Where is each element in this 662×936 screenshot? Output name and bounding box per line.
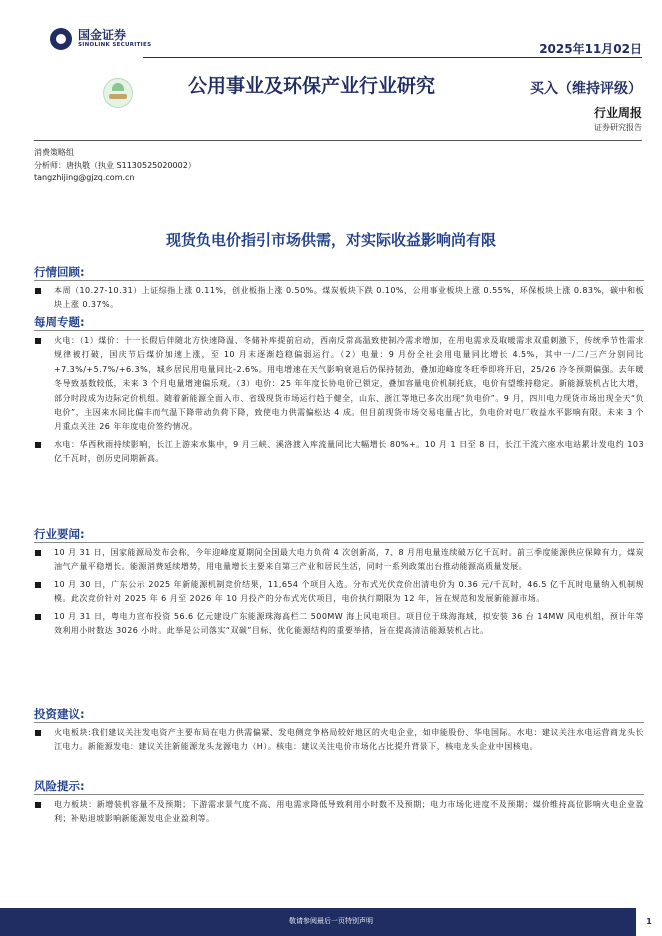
list-item-text: 电力板块：新增装机容量不及预期；下游需求景气度不高、用电需求降低导致利用小时数不及预期；电力市场化进度不及预期；煤价维持高位影响火电企业盈利；补贴退坡影响新能源发电企业盈利等。: [54, 800, 644, 824]
main-title: 现货负电价指引市场供需，对实际收益影响尚有限: [165, 231, 496, 249]
section-investment-advice: [34, 706, 644, 755]
list-item: [34, 798, 644, 827]
analyst-email[interactable]: tangzhijing@gjzq.com.cn: [34, 173, 135, 182]
list-item: [34, 610, 644, 639]
list-item: [34, 726, 644, 755]
report-header: [0, 0, 662, 136]
bullet-icon: [35, 582, 41, 588]
page-number: 1: [636, 908, 662, 936]
logo-mark-icon: [50, 28, 72, 50]
section-risk-warning: [34, 778, 644, 827]
author-block: [34, 147, 196, 185]
analyst-name: 分析师：唐执敬（执业 S1130525020002）: [34, 160, 196, 170]
list-item-text: 10 月 30 日，广东公示 2025 年新能源机制竞价结果，11,654 个项目入选。分布式光伏竞价出清电价为 0.36 元/千瓦时，46.5 亿千瓦时电量纳入机制规模。此次竞价针对 2025 年 6 月至 2026 年 10 月投产的分布式光伏项目，电价执行期限为 12 年，旨在规范和发展新能源市场。: [54, 579, 644, 604]
footer-disclaimer[interactable]: 敬请参阅最后一页特别声明: [289, 917, 373, 925]
header-divider: [143, 57, 642, 58]
brand-name-en: SINOLINK SECURITIES: [78, 42, 152, 49]
report-kind: 行业周报: [593, 106, 642, 120]
bullet-icon: [35, 288, 41, 294]
list-item: [34, 438, 644, 467]
section-market-review: [34, 264, 644, 313]
industry-title: 公用事业及环保产业行业研究: [188, 75, 436, 97]
page-footer: [0, 908, 662, 936]
bullet-icon: [35, 550, 41, 556]
list-item: [34, 578, 644, 607]
report-date: 2025年11月02日: [539, 42, 642, 56]
author-group: 消费策略组: [34, 148, 74, 157]
list-item: [34, 334, 644, 435]
list-item-text: 10 月 31 日，粤电力宣布投资 56.6 亿元建设广东能源珠海高栏二 500MW 海上风电项目。项目位于珠海海域，拟安装 36 台 14MW 风电机组，预计年等效利用小时数达 3026 小时。此举是公司落实“双碳”目标、优化能源结构的重要举措，旨在提高清洁能源装机占比。: [54, 611, 644, 636]
section-weekly-topic: [34, 314, 644, 467]
list-item: [34, 284, 644, 313]
author-divider: [34, 140, 642, 141]
rating-label: 买入（维持评级）: [530, 81, 642, 97]
bullet-icon: [35, 614, 41, 620]
list-item-text: 10 月 31 日，国家能源局发布会称，今年迎峰度夏期间全国最大电力负荷 4 次创新高，7、8 月用电量连续破万亿千瓦时。前三季度能源供应保障有力，煤炭油气产量平稳增长。能源消费延续增势，用电量增长主要来自第三产业和居民生活，同时一系列政策出台推动能源高质量发展。: [54, 548, 644, 572]
seal-icon: [103, 78, 133, 108]
section-heading: 风险提示:: [34, 778, 644, 795]
brand-logo: [50, 28, 151, 50]
bullet-icon: [35, 802, 41, 808]
section-heading: 行业要闻:: [34, 526, 644, 543]
list-item-text: 本周（10.27-10.31）上证综指上涨 0.11%，创业板指上涨 0.50%。煤炭板块下跌 0.10%，公用事业板块上涨 0.55%，环保板块上涨 0.83%，碳中和板块上涨 0.37%。: [54, 286, 644, 310]
bullet-icon: [35, 338, 41, 344]
section-heading: 每周专题:: [34, 314, 644, 331]
list-item-text: 火电：（1）煤价：十一长假后伴随北方快速降温、冬储补库提前启动，西南反常高温致使制冷需求增加，在用电需求及取暖需求双重刺激下，传统季节性需求规律被打破，国庆节后煤价加速上涨，至 10 月末逐渐趋稳偏弱运行。（2）电量：9 月份全社会用电量同比增长 4.5%，其中一/二/三产分别同比+7.3%/+5.7%/+6.3%，城乡居民用电量同比-2.6%。用电增速在天气影响衰退后仍保持韧劲，叠加迎峰度冬旺季即将开启，25/26 冷冬预期偏强。去年暖冬导致基数较低，未来 3 个月电量增速偏乐观。（3）电价：25 年年度长协电价已锁定，叠加容量电价机制托底，电价有望维持稳定。新能源装机占比大增，部分时段成为边际定价机组。随着新能源全面入市、省级现货市场运行趋于健全，山东、浙江等地已多次出现“负电价”。9 月，四川电力现货市场出现全天“负电价”，主因来水同比偏丰而气温下降带动负荷下降，致使电力供需偏松达 4 成。但目前现货市场交易电量占比，负电价对电厂收益水平影响有限。未来 3 个月重点关注 26 年年度电价签约情况。: [54, 336, 644, 432]
list-item-text: 水电：华西秋雨持续影响，长江上游来水集中，9 月三峡、溪洛渡入库流量同比大幅增长 80%+。10 月 1 日至 8 日，长江干流六座水电站累计发电约 103 亿千瓦时，创历史同期新高。: [54, 439, 644, 464]
section-industry-news: [34, 526, 644, 638]
list-item: [34, 546, 644, 575]
brand-name-cn: 国金证券: [78, 28, 127, 43]
bullet-icon: [35, 730, 41, 736]
list-item-text: 火电板块:我们建议关注发电资产主要布局在电力供需偏紧、发电侧竞争格局较好地区的火电企业，如申能股份、华电国际。水电：建议关注水电运营商龙头长江电力。新能源发电：建议关注新能源龙头龙源电力（H）。核电：建议关注电价市场化占比提升背景下，核电龙头企业中国核电。: [54, 728, 644, 752]
section-heading: 行情回顾:: [34, 264, 644, 281]
report-type: 证券研究报告: [594, 123, 642, 132]
section-heading: 投资建议:: [34, 706, 644, 723]
bullet-icon: [35, 442, 41, 448]
